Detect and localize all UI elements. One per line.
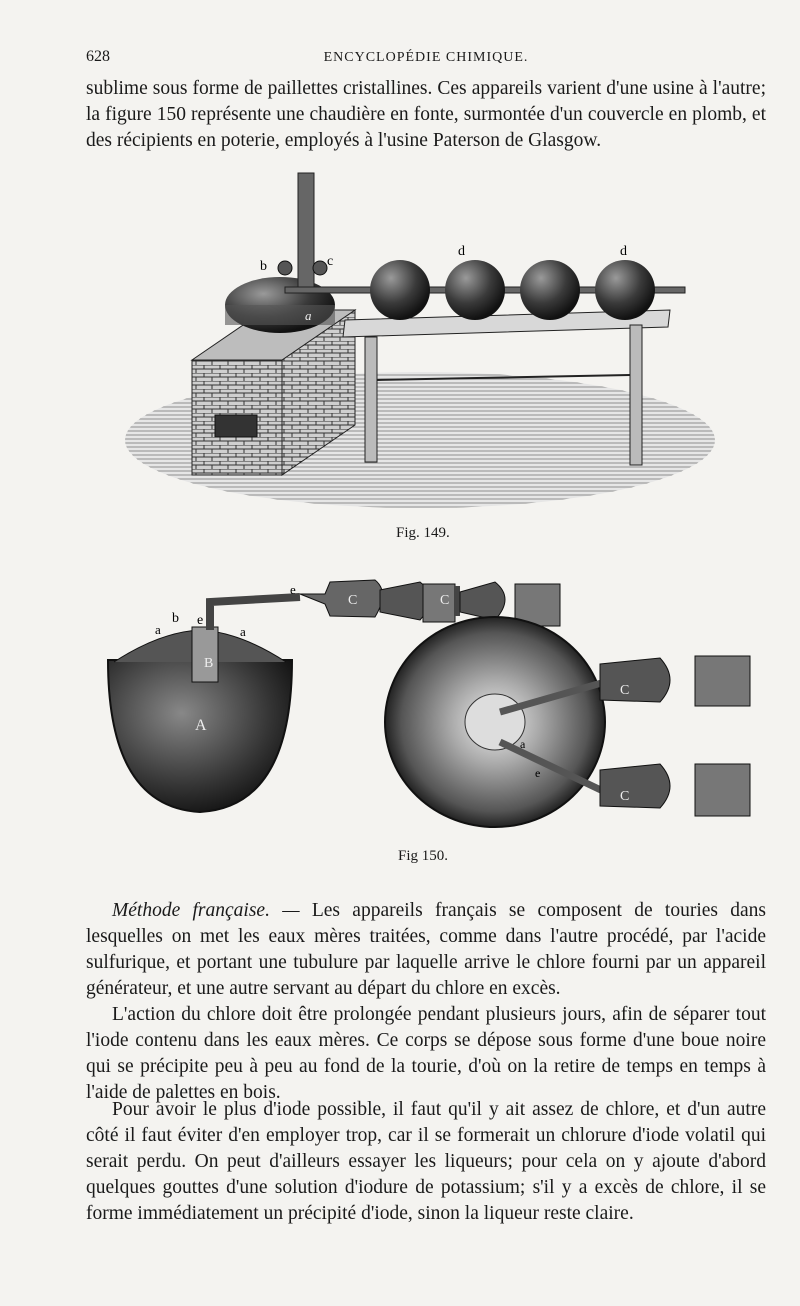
paragraph-intro: sublime sous forme de paillettes cristallines. Ces appareils varient d'une usine à l'autre; la figure 150 représente une chaudière en fonte, surmontée d'un couvercle en plomb, et des récipients en poterie, employés à l'usine Paterson de Glasgow.	[86, 78, 766, 151]
fig150-label-C1: C	[348, 593, 358, 608]
outlet-pipe	[210, 597, 300, 630]
fig149-label-c: c	[327, 254, 334, 269]
fig150-label-e2: e	[290, 582, 296, 597]
valve-c	[313, 261, 327, 275]
fig150-label-e3: e	[535, 766, 541, 780]
fig150-label-a1: a	[155, 622, 161, 637]
section-lead: Méthode française. —	[112, 900, 300, 921]
fig150-label-a3: a	[520, 737, 526, 751]
receiver-sphere-2	[445, 260, 505, 320]
figure-149-caption: Fig. 149.	[396, 525, 450, 541]
valve-b	[278, 261, 292, 275]
inner-vessel-b	[192, 627, 218, 682]
fig150-label-b: b	[172, 611, 179, 626]
paragraph-methode-francaise	[86, 898, 766, 1002]
fig149-label-d2: d	[620, 244, 627, 259]
fig149-label-b: b	[260, 259, 267, 274]
page-header	[86, 48, 766, 70]
fig149-label-a: a	[305, 308, 312, 323]
receiver-sphere-1	[370, 260, 430, 320]
paragraph-methode-body: Les appareils français se composent de touries dans lesquelles on met les eaux mères traitées, comme dans l'autre procédé, par l'acide sulfurique, et portant une tubulure par laquelle arrive le chlore fourni par un appareil générateur, et une autre servant au départ du chlore en excès.	[86, 900, 766, 999]
cover-center	[465, 694, 525, 750]
fig149-label-d1: d	[458, 244, 465, 259]
receiver-sphere-4	[595, 260, 655, 320]
paragraph-iode-possible: Pour avoir le plus d'iode possible, il faut qu'il y ait assez de chlore, et d'un autre côté il faut éviter d'en employer trop, car il se formerait un chlorure d'iode volatil qui serait perdu. On peut d'ailleurs essayer les liqueurs; pour cela on y ajoute d'abord quelques gouttes d'une solution d'iodure de potassium; s'il y a excès de chlore, il se forme immédiatement un précipité d'iode, sinon la liqueur reste claire.	[86, 1099, 766, 1224]
figure-149-illustration	[120, 165, 720, 515]
fig150-label-B: B	[204, 656, 214, 671]
fig150-label-C2: C	[440, 593, 450, 608]
fig150-label-e1: e	[197, 613, 204, 628]
fig150-label-a2: a	[240, 624, 246, 639]
page-number: 628	[86, 48, 110, 65]
figure-150-illustration	[100, 572, 760, 842]
fig150-label-C3: C	[620, 683, 630, 698]
chimney-pipe	[298, 173, 314, 293]
fig150-label-C4: C	[620, 789, 630, 804]
figure-150-caption: Fig 150.	[398, 848, 449, 864]
receiver-sphere-3	[520, 260, 580, 320]
running-title: ENCYCLOPÉDIE CHIMIQUE.	[323, 50, 529, 65]
cast-iron-pot	[108, 660, 292, 812]
fig150-label-A: A	[195, 717, 207, 734]
paragraph-action-chlore: L'action du chlore doit être prolongée pendant plusieurs jours, afin de séparer tout l'iode contenu dans les eaux mères. Ce corps se dépose sous forme d'une boue noire qui se précipite peu à peu au fond de la tourie, d'où on la retire de temps en temps à l'aide de palettes en bois.	[86, 1004, 766, 1103]
